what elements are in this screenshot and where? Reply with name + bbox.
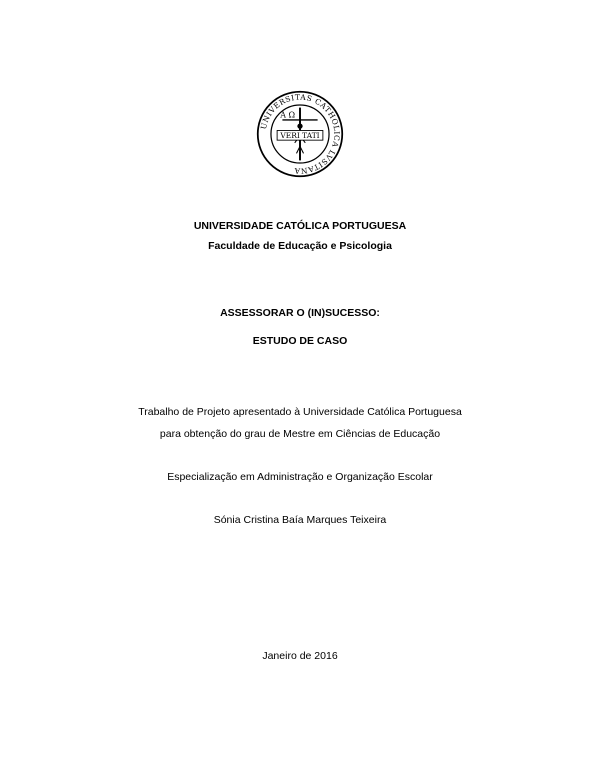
description-line-1: Trabalho de Projeto apresentado à Universidade Católica Portuguesa (138, 406, 462, 418)
thesis-subtitle: ESTUDO DE CASO (252, 335, 348, 347)
seal-ring-text: UNIVERSITAS CATHOLICA LVSITANA (258, 92, 342, 176)
seal-motto: VERI TATI (280, 130, 320, 140)
faculty-name: Faculdade de Educação e Psicologia (208, 240, 392, 252)
author-name: Sónia Cristina Baía Marques Teixeira (213, 514, 387, 526)
submission-date: Janeiro de 2016 (262, 650, 338, 662)
institution-name: UNIVERSIDADE CATÓLICA PORTUGUESA (193, 220, 407, 232)
thesis-title: ASSESSORAR O (IN)SUCESSO: (220, 307, 380, 319)
seal-alpha-omega: A Ω (280, 110, 296, 120)
specialization: Especialização em Administração e Organização Escolar (167, 471, 433, 483)
description-line-2: para obtenção do grau de Mestre em Ciências de Educação (159, 428, 441, 440)
university-seal-icon (256, 90, 344, 178)
